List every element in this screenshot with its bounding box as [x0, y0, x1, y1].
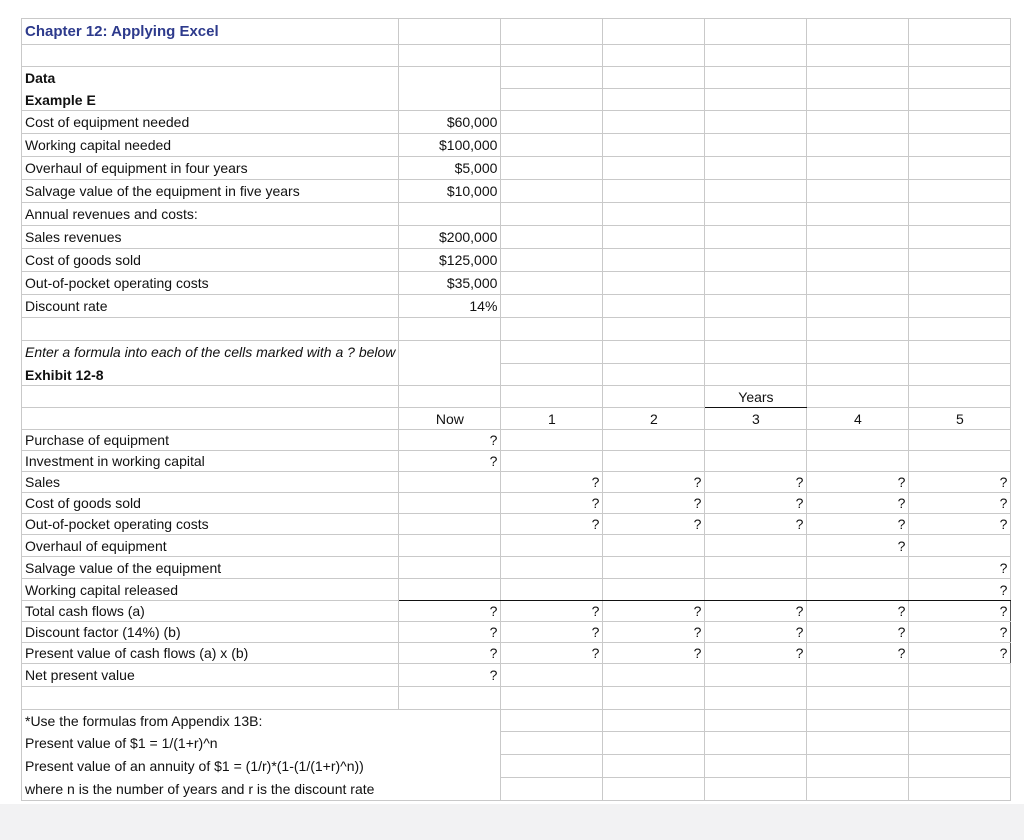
column-header: 5	[909, 408, 1011, 430]
spreadsheet	[21, 18, 1011, 801]
formula-cell[interactable]: ?	[399, 451, 501, 472]
empty-cell[interactable]	[501, 19, 603, 45]
data-row-label: Cost of equipment needed	[22, 111, 399, 134]
empty-cell[interactable]	[603, 45, 705, 67]
column-header: 3	[705, 408, 807, 430]
data-row-label: Working capital needed	[22, 134, 399, 157]
formula-cell[interactable]	[807, 430, 909, 451]
formula-cell[interactable]: ?	[909, 557, 1011, 579]
exhibit-row-label: Working capital released	[22, 579, 399, 601]
formula-cell[interactable]	[909, 535, 1011, 557]
formula-cell[interactable]	[705, 664, 807, 687]
formula-cell[interactable]	[399, 557, 501, 579]
instructions: Enter a formula into each of the cells marked with a ? below	[22, 341, 399, 364]
example-label: Example E	[22, 89, 399, 111]
formula-cell[interactable]: ?	[705, 514, 807, 535]
column-header: 4	[807, 408, 909, 430]
formula-cell[interactable]: ?	[909, 514, 1011, 535]
exhibit-row-label: Overhaul of equipment	[22, 535, 399, 557]
formula-cell[interactable]	[603, 664, 705, 687]
formula-cell[interactable]: ?	[807, 493, 909, 514]
note-line: Present value of $1 = 1/(1+r)^n	[22, 732, 399, 755]
formula-cell[interactable]	[399, 472, 501, 493]
formula-cell[interactable]: ?	[909, 622, 1011, 643]
formula-cell[interactable]	[399, 514, 501, 535]
formula-cell[interactable]: ?	[501, 643, 603, 664]
formula-cell[interactable]	[807, 664, 909, 687]
formula-cell[interactable]	[501, 664, 603, 687]
formula-cell[interactable]: ?	[399, 622, 501, 643]
empty-cell[interactable]	[399, 45, 501, 67]
formula-cell[interactable]: ?	[807, 643, 909, 664]
formula-cell[interactable]	[501, 579, 603, 601]
note-line: where n is the number of years and r is the discount rate	[22, 778, 399, 801]
discount-rate-label: Discount rate	[22, 295, 399, 318]
data-row-value[interactable]: $5,000	[399, 157, 501, 180]
formula-cell[interactable]: ?	[501, 622, 603, 643]
exhibit-row-label: Discount factor (14%) (b)	[22, 622, 399, 643]
formula-cell[interactable]	[603, 451, 705, 472]
years-label: Years	[705, 386, 807, 408]
formula-cell[interactable]	[501, 430, 603, 451]
exhibit-row-label: Purchase of equipment	[22, 430, 399, 451]
empty-cell[interactable]	[705, 19, 807, 45]
formula-cell[interactable]: ?	[807, 601, 909, 622]
note-line: Present value of an annuity of $1 = (1/r)*(1-(1/(1+r)^n))	[22, 755, 399, 778]
annual-row-value[interactable]: $200,000	[399, 226, 501, 249]
formula-cell[interactable]	[399, 535, 501, 557]
empty-cell[interactable]	[807, 19, 909, 45]
formula-cell[interactable]: ?	[399, 664, 501, 687]
data-row-value[interactable]: $60,000	[399, 111, 501, 134]
formula-cell[interactable]	[603, 535, 705, 557]
formula-cell[interactable]	[399, 579, 501, 601]
formula-cell[interactable]	[909, 430, 1011, 451]
exhibit-row-label: Present value of cash flows (a) x (b)	[22, 643, 399, 664]
exhibit-row-label: Total cash flows (a)	[22, 601, 399, 622]
formula-cell[interactable]: ?	[705, 472, 807, 493]
formula-cell[interactable]	[807, 579, 909, 601]
annual-row-label: Cost of goods sold	[22, 249, 399, 272]
data-row-value[interactable]: $10,000	[399, 180, 501, 203]
data-row-label: Overhaul of equipment in four years	[22, 157, 399, 180]
annual-row-value[interactable]: $35,000	[399, 272, 501, 295]
formula-cell[interactable]: ?	[705, 643, 807, 664]
formula-cell[interactable]	[807, 451, 909, 472]
empty-cell[interactable]	[501, 45, 603, 67]
annual-row-value[interactable]: $125,000	[399, 249, 501, 272]
empty-cell[interactable]	[807, 45, 909, 67]
exhibit-row-label: Out-of-pocket operating costs	[22, 514, 399, 535]
exhibit-row-label: Net present value	[22, 664, 399, 687]
column-header: 1	[501, 408, 603, 430]
formula-cell[interactable]	[603, 430, 705, 451]
formula-cell[interactable]: ?	[501, 472, 603, 493]
exhibit-row-label: Salvage value of the equipment	[22, 557, 399, 579]
empty-cell[interactable]	[909, 19, 1011, 45]
note-line: *Use the formulas from Appendix 13B:	[22, 710, 399, 732]
formula-cell[interactable]: ?	[909, 579, 1011, 601]
formula-cell[interactable]: ?	[603, 622, 705, 643]
formula-cell[interactable]	[705, 451, 807, 472]
empty-cell[interactable]	[705, 45, 807, 67]
data-heading: Data	[22, 67, 399, 89]
formula-cell[interactable]: ?	[603, 472, 705, 493]
formula-cell[interactable]: ?	[807, 622, 909, 643]
formula-cell[interactable]: ?	[603, 493, 705, 514]
formula-cell[interactable]: ?	[909, 643, 1011, 664]
empty-cell[interactable]	[399, 19, 501, 45]
formula-cell[interactable]	[807, 557, 909, 579]
formula-cell[interactable]: ?	[807, 535, 909, 557]
empty-cell[interactable]	[909, 45, 1011, 67]
formula-cell[interactable]: ?	[807, 514, 909, 535]
annual-row-label: Sales revenues	[22, 226, 399, 249]
formula-cell[interactable]: ?	[501, 493, 603, 514]
formula-cell[interactable]: ?	[807, 472, 909, 493]
formula-cell[interactable]: ?	[603, 514, 705, 535]
formula-cell[interactable]	[909, 451, 1011, 472]
exhibit-heading: Exhibit 12-8	[22, 364, 399, 386]
formula-cell[interactable]: ?	[399, 430, 501, 451]
formula-cell[interactable]	[501, 557, 603, 579]
annual-label: Annual revenues and costs:	[22, 203, 399, 226]
formula-cell[interactable]	[501, 451, 603, 472]
formula-cell[interactable]: ?	[399, 601, 501, 622]
empty-cell[interactable]	[603, 19, 705, 45]
window-bottom-band	[0, 804, 1024, 840]
formula-cell[interactable]: ?	[705, 622, 807, 643]
sheet-title: Chapter 12: Applying Excel	[22, 19, 399, 45]
exhibit-row-label: Cost of goods sold	[22, 493, 399, 514]
data-row-value[interactable]: $100,000	[399, 134, 501, 157]
formula-cell[interactable]: ?	[909, 493, 1011, 514]
formula-cell[interactable]: ?	[705, 601, 807, 622]
formula-cell[interactable]	[603, 579, 705, 601]
column-header: 2	[603, 408, 705, 430]
exhibit-row-label: Sales	[22, 472, 399, 493]
formula-cell[interactable]	[909, 664, 1011, 687]
formula-cell[interactable]	[705, 579, 807, 601]
formula-cell[interactable]: ?	[501, 514, 603, 535]
discount-rate-value[interactable]: 14%	[399, 295, 501, 318]
annual-row-label: Out-of-pocket operating costs	[22, 272, 399, 295]
formula-cell[interactable]: ?	[399, 643, 501, 664]
formula-cell[interactable]	[603, 557, 705, 579]
data-row-label: Salvage value of the equipment in five years	[22, 180, 399, 203]
formula-cell[interactable]: ?	[909, 601, 1011, 622]
formula-cell[interactable]: ?	[501, 601, 603, 622]
column-header: Now	[399, 408, 501, 430]
formula-cell[interactable]	[705, 535, 807, 557]
exhibit-row-label: Investment in working capital	[22, 451, 399, 472]
formula-cell[interactable]	[705, 557, 807, 579]
formula-cell[interactable]	[705, 430, 807, 451]
formula-cell[interactable]	[399, 493, 501, 514]
formula-cell[interactable]	[501, 535, 603, 557]
formula-cell[interactable]: ?	[705, 493, 807, 514]
empty-cell[interactable]	[22, 45, 399, 67]
formula-cell[interactable]: ?	[909, 472, 1011, 493]
formula-cell[interactable]: ?	[603, 601, 705, 622]
formula-cell[interactable]: ?	[603, 643, 705, 664]
